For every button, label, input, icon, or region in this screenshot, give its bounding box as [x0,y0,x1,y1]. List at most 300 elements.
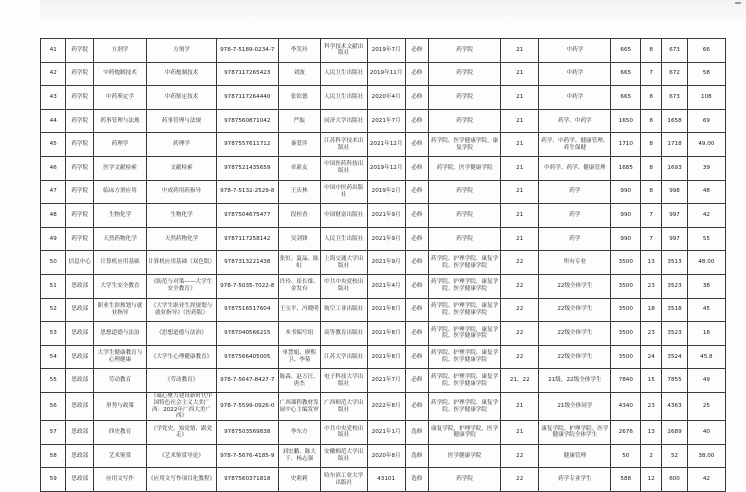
department-cell: 思政部 [66,392,94,420]
publish-date-cell: 2021年9月 [367,251,405,275]
student-count-cell: 1710 [611,133,641,157]
editor-cell: 本书编写组 [278,322,320,346]
college-cell: 药学院、护理学院、康复学院、医学健康学院 [429,298,501,322]
total-count-cell: 672 [662,62,687,86]
publisher-cell: 中国财富出版社 [320,204,367,228]
price-cell: 48 [687,180,725,204]
grade-cell: 21 [501,421,539,445]
course-name-cell: 《思想道德与法治》 [147,322,217,346]
target-class-cell: 药学、中药学、健康管理、养生保健 [539,133,611,157]
editor-cell: 单慧娟、廖熙卫、李菊 [278,345,320,369]
target-class-cell: 健康管理 [539,444,611,468]
course-type-cell: 选修 [405,468,428,492]
grade-cell: 21 [501,62,539,86]
college-cell: 药学院、护理学院、康复学院、医学健康学院 [429,345,501,369]
publisher-cell: 中共中央党校出版社 [320,421,367,445]
department-cell: 药学院 [66,227,94,251]
target-class-cell: 药学 [539,204,611,228]
row-number-cell: 46 [41,156,66,180]
publisher-cell: 上海交通大学出版社 [320,251,367,275]
editor-cell: 刘宏鹏、陈大千、杨志强 [278,444,320,468]
major-cell: 天然药物化学 [94,227,147,251]
scan-shading [40,0,746,26]
course-type-cell: 必修 [405,345,428,369]
course-name-cell: 药理学 [147,133,217,157]
isbn-cell: 9787566405005 [217,345,279,369]
major-cell: 思想道德与法治 [94,322,147,346]
student-count-cell: 588 [611,468,641,492]
price-cell: 66 [687,39,725,63]
row-number-cell: 52 [41,298,66,322]
course-type-cell: 必修 [405,298,428,322]
course-type-cell: 必修 [405,180,428,204]
grade-cell: 21 [501,392,539,420]
editor-cell: 刘波 [278,62,320,86]
major-cell: 临床方剂应用 [94,180,147,204]
total-count-cell: 997 [662,227,687,251]
target-class-cell: 药学专业学生 [539,468,611,492]
course-name-cell: 文献检索 [147,156,217,180]
price-cell: 45.8 [687,345,725,369]
price-cell: 39 [687,156,725,180]
department-cell: 药学院 [66,156,94,180]
college-cell: 药学院、医学健康学院 [429,156,501,180]
college-cell: 药学院、医学健康学院、康复学院 [429,133,501,157]
college-cell: 药学院、护理学院、康复学院、医学健康学院 [429,251,501,275]
textbook-table [40,38,726,492]
course-type-cell: 必修 [405,39,428,63]
target-class-cell: 中药学 [539,39,611,63]
target-class-cell: 中药学 [539,86,611,110]
publish-date-cell: 2019年11月 [367,62,405,86]
department-cell: 药学院 [66,86,94,110]
department-cell: 思政部 [66,468,94,492]
row-number-cell: 48 [41,204,66,228]
target-class-cell: 所有专业 [539,251,611,275]
major-cell: 计算机应用基础 [94,251,147,275]
total-count-cell: 673 [662,86,687,110]
table-row [41,156,726,180]
course-type-cell: 必修 [405,369,428,393]
college-cell: 药学院 [429,109,501,133]
row-number-cell: 54 [41,345,66,369]
college-cell: 康复学院、护理学院、医学健康学院 [429,421,501,445]
total-count-cell: 3523 [662,322,687,346]
student-count-cell: 1650 [611,109,641,133]
isbn-cell: 9787557611712 [217,133,279,157]
total-count-cell: 3513 [662,251,687,275]
college-cell: 医学健康学院 [429,444,501,468]
major-cell: 形势与政策 [94,392,147,420]
total-count-cell: 1718 [662,133,687,157]
table-row [41,298,726,322]
table-row [41,392,726,420]
publisher-cell: 航空工业出版社 [320,298,367,322]
course-name-cell: 《防范与对策——大学生安全教育》 [147,274,217,298]
course-name-cell: 方剂学 [147,39,217,63]
editor-cell: 王庆林 [278,180,320,204]
price-cell: 18 [687,322,725,346]
student-count-cell: 990 [611,180,641,204]
course-name-cell: 《劳动教育》 [147,369,217,393]
publisher-cell: 中国医药科技出版社 [320,156,367,180]
course-name-cell: 计算机应用基础（双色版） [147,251,217,275]
grade-cell: 21 [501,39,539,63]
student-count-cell: 2676 [611,421,641,445]
course-name-cell: 《砥心聚力建设新时代中国特色社会主义大美广西：2022年广西大美广西》 [147,392,217,420]
department-cell: 药学院 [66,204,94,228]
student-count-cell: 1685 [611,156,641,180]
isbn-cell: 9787504675477 [217,204,279,228]
table-row [41,421,726,445]
editor-cell: 张恒、夏晶、陈虹 [278,251,320,275]
major-cell: 医学文献检索 [94,156,147,180]
isbn-cell: 9787521435659 [217,156,279,180]
price-cell: 42 [687,204,725,228]
table-row [41,322,726,346]
publish-date-cell: 2021年8月 [367,298,405,322]
teacher-count-cell: 8 [641,109,662,133]
editor-cell: 李笑玲 [278,39,320,63]
row-number-cell: 57 [41,421,66,445]
editor-cell: 张钦德 [278,86,320,110]
teacher-count-cell: 18 [641,298,662,322]
price-cell: 49 [687,369,725,393]
row-number-cell: 56 [41,392,66,420]
row-number-cell: 49 [41,227,66,251]
publish-date-cell: 2020年4月 [367,86,405,110]
publisher-cell: 江苏大学出版社 [320,345,367,369]
grade-cell: 21 [501,204,539,228]
teacher-count-cell: 7 [641,62,662,86]
price-cell: 108 [687,86,725,110]
course-name-cell: 中药炮制技术 [147,62,217,86]
grade-cell: 22 [501,322,539,346]
target-class-cell: 21级全体同学 [539,392,611,420]
isbn-cell: 9787560371818 [217,468,279,492]
total-count-cell: 600 [662,468,687,492]
teacher-count-cell: 12 [641,468,662,492]
college-cell: 药学院、护理学院、康复学院、医学健康学院 [429,322,501,346]
publish-date-cell: 2020年8月 [367,444,405,468]
table-row [41,133,726,157]
publish-date-cell: 2022年8月 [367,392,405,420]
publisher-cell: 人民卫生出版社 [320,62,367,86]
department-cell: 药学院 [66,109,94,133]
major-cell: 药事管理与法规 [94,109,147,133]
table-row [41,345,726,369]
isbn-cell: 9787117264440 [217,86,279,110]
price-cell: 38 [687,274,725,298]
department-cell: 药学院 [66,62,94,86]
row-number-cell: 53 [41,322,66,346]
college-cell: 药学院 [429,62,501,86]
row-number-cell: 51 [41,274,66,298]
course-type-cell: 必修 [405,251,428,275]
course-type-cell: 必修 [405,204,428,228]
college-cell: 药学院 [429,39,501,63]
publish-date-cell: 2021年8月 [367,322,405,346]
course-name-cell: 生物化学 [147,204,217,228]
target-class-cell: 药学、中药学 [539,109,611,133]
price-cell: 48.00 [687,251,725,275]
major-cell: 应用文写作 [94,468,147,492]
department-cell: 药学院 [66,133,94,157]
course-type-cell: 必修 [405,227,428,251]
course-name-cell: 天然药物化学 [147,227,217,251]
course-name-cell: 中药鉴定技术 [147,86,217,110]
department-cell: 思政部 [66,421,94,445]
publish-date-cell: 2021年7月 [367,369,405,393]
isbn-cell: 9787117265423 [217,62,279,86]
student-count-cell: 990 [611,227,641,251]
major-cell: 方剂学 [94,39,147,63]
teacher-count-cell: 7 [641,204,662,228]
college-cell: 药学院、护理学院、康复学院、医学健康学院 [429,392,501,420]
row-number-cell: 58 [41,444,66,468]
student-count-cell: 7840 [611,369,641,393]
teacher-count-cell: 13 [641,251,662,275]
publisher-cell: 电子科技大学出版社 [320,369,367,393]
teacher-count-cell: 8 [641,156,662,180]
major-cell: 中药炮制技术 [94,62,147,86]
target-class-cell: 康复学院、护理学院、医学健康学院全体学生 [539,421,611,445]
publisher-cell: 哈尔滨工业大学出版社 [320,468,367,492]
target-class-cell: 中药学、药学、健康管理 [539,156,611,180]
major-cell: 职业生涯规划与就业指导 [94,298,147,322]
publisher-cell: 同济大学出版社 [320,109,367,133]
publish-date-cell: 2021年12月 [367,133,405,157]
editor-cell: 许玲、崔长维、金发有 [278,274,320,298]
department-cell: 思政部 [66,369,94,393]
college-cell: 药学院 [429,468,501,492]
row-number-cell: 41 [41,39,66,63]
college-cell: 药学院 [429,86,501,110]
teacher-count-cell: 2 [641,444,662,468]
price-cell: 38.00 [687,444,725,468]
table-row [41,251,726,275]
publish-date-cell: 43101 [367,468,405,492]
total-count-cell: 1693 [662,156,687,180]
publish-date-cell: 2021年4月 [367,274,405,298]
publish-date-cell: 2021年7月 [367,109,405,133]
major-cell: 中药鉴定学 [94,86,147,110]
student-count-cell: 50 [611,444,641,468]
price-cell: 42 [687,468,725,492]
price-cell: 40 [687,421,725,445]
price-cell: 49.00 [687,133,725,157]
teacher-count-cell: 8 [641,180,662,204]
student-count-cell: 3500 [611,274,641,298]
row-number-cell: 42 [41,62,66,86]
department-cell: 信息中心 [66,251,94,275]
major-cell: 劳动教育 [94,369,147,393]
table-row [41,204,726,228]
target-class-cell: 中药学 [539,62,611,86]
grade-cell: 21 [501,227,539,251]
isbn-cell: 9787117258142 [217,227,279,251]
teacher-count-cell: 23 [641,392,662,420]
total-count-cell: 3518 [662,298,687,322]
publish-date-cell: 2021年9月 [367,227,405,251]
grade-cell: 22 [501,444,539,468]
teacher-count-cell: 15 [641,369,662,393]
total-count-cell: 3523 [662,274,687,298]
editor-cell: 段桂香 [278,204,320,228]
total-count-cell: 998 [662,180,687,204]
table-row [41,62,726,86]
course-type-cell: 必修 [405,322,428,346]
table-row [41,86,726,110]
course-type-cell: 必修 [405,156,428,180]
major-cell: 药理学 [94,133,147,157]
publish-date-cell: 2021年1月 [367,421,405,445]
row-number-cell: 59 [41,468,66,492]
isbn-cell: 978-7-5035-7022-8 [217,274,279,298]
isbn-cell: 9787313221438 [217,251,279,275]
course-type-cell: 必修 [405,133,428,157]
table-body [41,39,726,492]
target-class-cell: 22级全体学生 [539,345,611,369]
isbn-cell: 978-7-5599-0926-0 [217,392,279,420]
department-cell: 药学院 [66,39,94,63]
teacher-count-cell: 8 [641,133,662,157]
table-row [41,180,726,204]
department-cell: 思政部 [66,444,94,468]
course-name-cell: 《大学生职业生涯规划与就业指导》（医药版） [147,298,217,322]
course-name-cell: 《学党史，知党情，跟党走》 [147,421,217,445]
publisher-cell: 广西师范大学出版社 [320,392,367,420]
publisher-cell: 人民卫生出版社 [320,86,367,110]
publish-date-cell: 2019年7月 [367,39,405,63]
course-type-cell: 必修 [405,62,428,86]
teacher-count-cell: 8 [641,86,662,110]
publish-date-cell: 2019年12月 [367,156,405,180]
row-number-cell: 55 [41,369,66,393]
student-count-cell: 665 [611,62,641,86]
editor-cell: 史莉莉 [278,468,320,492]
department-cell: 药学院 [66,180,94,204]
publish-date-cell: 2021年9月 [367,204,405,228]
course-type-cell: 选修 [405,421,428,445]
table-row [41,468,726,492]
price-cell: 55 [687,227,725,251]
publisher-cell: 人民卫生出版社 [320,227,367,251]
department-cell: 思政部 [66,298,94,322]
major-cell: 艺术鉴赏 [94,444,147,468]
isbn-cell: 978-7-5132-2529-8 [217,180,279,204]
editor-cell: 章新友 [278,156,320,180]
teacher-count-cell: 13 [641,421,662,445]
course-name-cell: 《应用文写作项目化教程》 [147,468,217,492]
course-type-cell: 必修 [405,109,428,133]
college-cell: 药学院 [429,227,501,251]
department-cell: 思政部 [66,274,94,298]
publisher-cell: 江苏科学技术出版社 [320,133,367,157]
publisher-cell: 中国中医药出版社 [320,180,367,204]
total-count-cell: 673 [662,39,687,63]
college-cell: 药学院 [429,180,501,204]
editor-cell: 陈森、赵万汪、唐杰 [278,369,320,393]
publisher-cell: 中共中央党校出版社 [320,274,367,298]
isbn-cell: 978-7-5676-4185-9 [217,444,279,468]
major-cell: 生物化学 [94,204,147,228]
target-class-cell: 22级全体学生 [539,274,611,298]
target-class-cell: 药学 [539,227,611,251]
isbn-cell: 9787503569838 [217,421,279,445]
total-count-cell: 997 [662,204,687,228]
editor-cell: 严振 [278,109,320,133]
teacher-count-cell: 8 [641,39,662,63]
table-row [41,39,726,63]
college-cell: 药学院、护理学院、康复学院、医学健康学院 [429,274,501,298]
department-cell: 思政部 [66,322,94,346]
table-row [41,444,726,468]
publisher-cell: 高等教育出版社 [320,322,367,346]
course-name-cell: 中成药用药指导 [147,180,217,204]
course-type-cell: 选修 [405,444,428,468]
major-cell: 四史教育 [94,421,147,445]
grade-cell: 21、22 [501,369,539,393]
grade-cell: 21 [501,133,539,157]
publisher-cell: 科学技术文献出版社 [320,39,367,63]
total-count-cell: 52 [662,444,687,468]
grade-cell: 21 [501,156,539,180]
isbn-cell: 9787516517604 [217,298,279,322]
total-count-cell: 3524 [662,345,687,369]
student-count-cell: 4340 [611,392,641,420]
course-type-cell: 必修 [405,86,428,110]
scan-mark [735,2,741,4]
isbn-cell: 978-7-5647-8427-7 [217,369,279,393]
editor-cell: 广西课程教材发展中心主编发审 [278,392,320,420]
target-class-cell: 22级全体学生 [539,322,611,346]
table-row [41,369,726,393]
table-row [41,227,726,251]
editor-cell: 王宝平、冯晓明 [278,298,320,322]
total-count-cell: 2689 [662,421,687,445]
course-name-cell: 《艺术鉴赏导论》 [147,444,217,468]
editor-cell: 吴剑锋 [278,227,320,251]
course-name-cell: 药事管理与法规 [147,109,217,133]
price-cell: 25 [687,392,725,420]
isbn-cell: 9787560871042 [217,109,279,133]
teacher-count-cell: 7 [641,227,662,251]
row-number-cell: 47 [41,180,66,204]
price-cell: 45 [687,298,725,322]
row-number-cell: 50 [41,251,66,275]
grade-cell: 21 [501,109,539,133]
teacher-count-cell: 24 [641,345,662,369]
major-cell: 大学生安全教育 [94,274,147,298]
price-cell: 69 [687,109,725,133]
course-type-cell: 必修 [405,274,428,298]
teacher-count-cell: 23 [641,274,662,298]
editor-cell: 李东方 [278,421,320,445]
price-cell: 58 [687,62,725,86]
student-count-cell: 3500 [611,345,641,369]
grade-cell: 21 [501,180,539,204]
student-count-cell: 665 [611,86,641,110]
teacher-count-cell: 23 [641,322,662,346]
total-count-cell: 7855 [662,369,687,393]
target-class-cell: 22级全体学生 [539,298,611,322]
course-type-cell: 必修 [405,392,428,420]
student-count-cell: 3500 [611,251,641,275]
publisher-cell: 安徽师范大学出版社 [320,444,367,468]
target-class-cell: 21级、22级全体学生 [539,369,611,393]
total-count-cell: 1658 [662,109,687,133]
